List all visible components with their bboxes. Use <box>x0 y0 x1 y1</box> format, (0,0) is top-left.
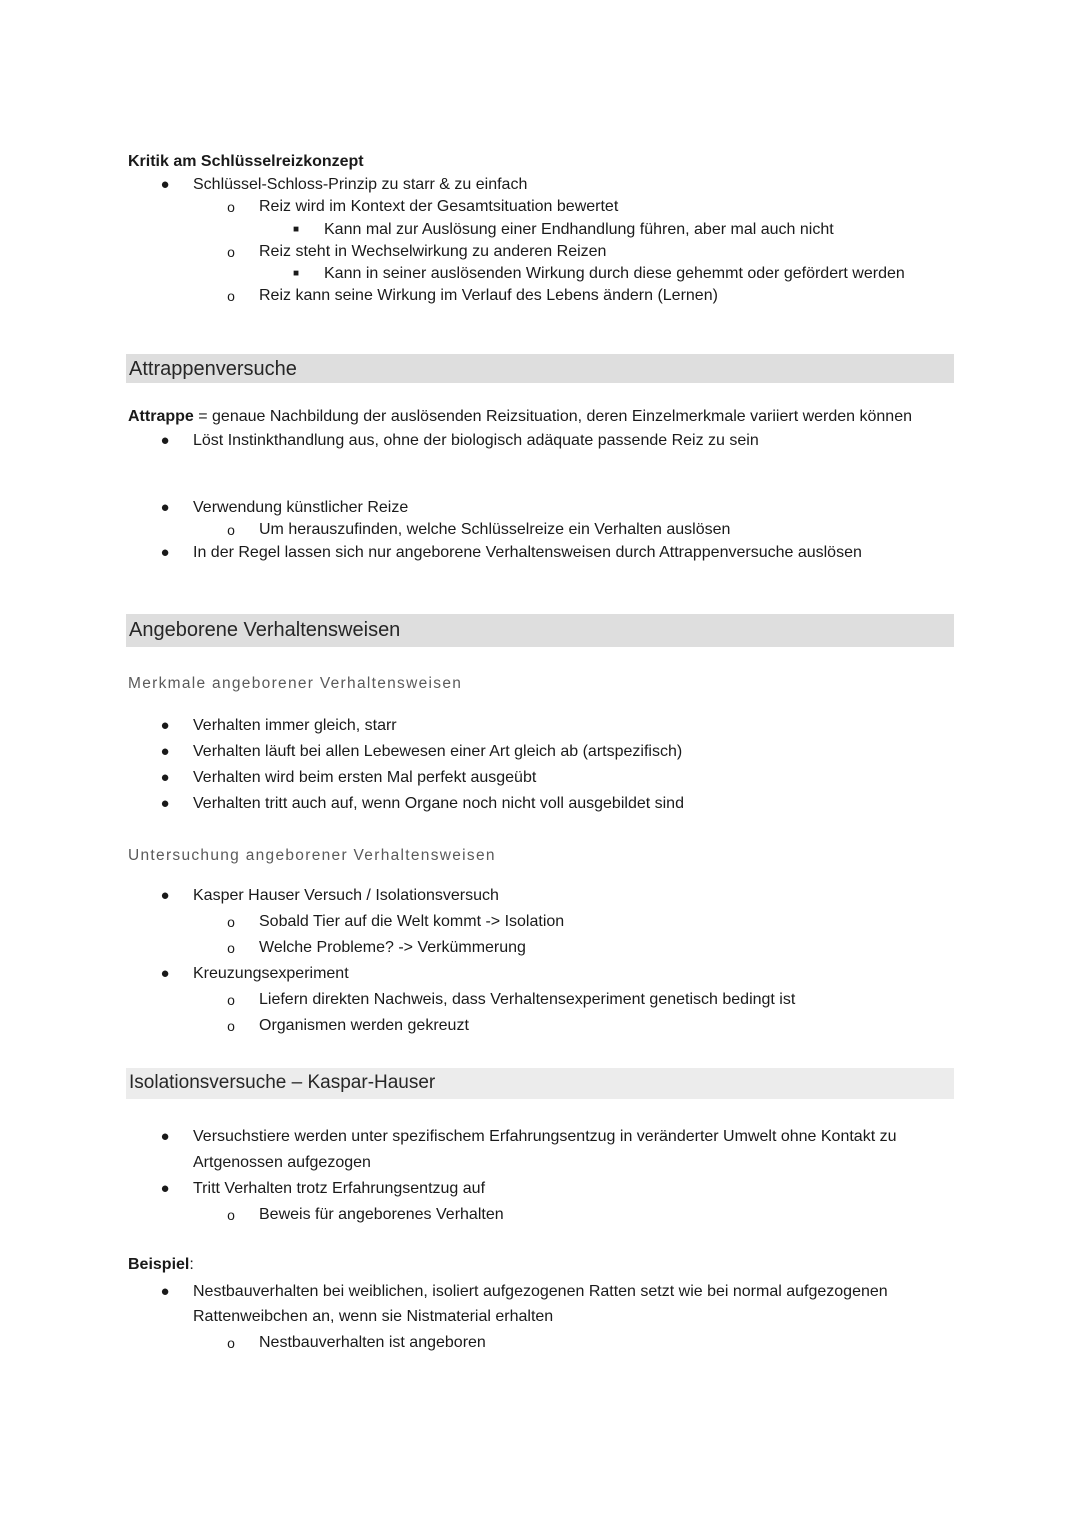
example-label-text: Beispiel <box>128 1256 190 1273</box>
bullet-marker: ● <box>160 499 170 516</box>
bullet-marker: ● <box>160 769 170 786</box>
isolation-heading: Isolationsversuche – Kaspar-Hauser <box>129 1072 436 1093</box>
angeboren-heading-bar <box>126 614 954 647</box>
attrappe-definition-text: = genaue Nachbildung der auslösenden Reizsituation, deren Einzelmerkmale variiert werden können <box>193 408 912 425</box>
kritik-bullet-1: Schlüssel-Schloss-Prinzip zu starr & zu einfach <box>193 176 528 193</box>
merkmal-1: Verhalten immer gleich, starr <box>193 717 397 734</box>
bullet-marker: ● <box>160 1180 170 1197</box>
untersuchung-2-sub-1: Liefern direkten Nachweis, dass Verhaltensexperiment genetisch bedingt ist <box>259 991 796 1008</box>
example-label <box>128 1254 194 1276</box>
untersuchung-1-sub-2: Welche Probleme? -> Verkümmerung <box>259 939 526 956</box>
attrappe-definition <box>128 406 912 428</box>
kritik-sub-2: Reiz steht in Wechselwirkung zu anderen Reizen <box>259 243 607 260</box>
bullet-marker: ● <box>160 717 170 734</box>
square-marker: ■ <box>292 268 300 279</box>
example-colon: : <box>189 1256 194 1273</box>
merkmal-3: Verhalten wird beim ersten Mal perfekt ausgeübt <box>193 769 537 786</box>
angeboren-heading: Angeborene Verhaltensweisen <box>129 619 401 641</box>
circle-marker: o <box>227 244 235 260</box>
kritik-subsub-2: Kann in seiner auslösenden Wirkung durch diese gehemmt oder gefördert werden <box>324 265 905 282</box>
bullet-marker: ● <box>160 1283 170 1300</box>
isolation-bullet-1-line-2: Artgenossen aufgezogen <box>193 1154 371 1171</box>
untersuchung-1-sub-1: Sobald Tier auf die Welt kommt -> Isolation <box>259 913 565 930</box>
isolation-bullet-1-line-1: Versuchstiere werden unter spezifischem Erfahrungsentzug in veränderter Umwelt ohne Kontakt zu <box>193 1128 897 1145</box>
example-bullet-line-1: Nestbauverhalten bei weiblichen, isoliert aufgezogenen Ratten setzt wie bei normal aufgezogenen <box>193 1283 888 1300</box>
circle-marker: o <box>227 992 235 1008</box>
circle-marker: o <box>227 940 235 956</box>
kritik-title: Kritik am Schlüsselreizkonzept <box>128 153 364 170</box>
bullet-marker: ● <box>160 544 170 561</box>
bullet-marker: ● <box>160 795 170 812</box>
bullet-marker: ● <box>160 432 170 449</box>
kritik-subsub-1: Kann mal zur Auslösung einer Endhandlung führen, aber mal auch nicht <box>324 221 834 238</box>
attrappen-sub-1: Um herauszufinden, welche Schlüsselreize ein Verhalten auslösen <box>259 521 731 538</box>
untersuchung-2-sub-2: Organismen werden gekreuzt <box>259 1017 469 1034</box>
circle-marker: o <box>227 1018 235 1034</box>
circle-marker: o <box>227 288 235 304</box>
untersuchung-subheading: Untersuchung angeborener Verhaltensweisen <box>128 847 496 864</box>
circle-marker: o <box>227 522 235 538</box>
attrappen-bullet-2: Verwendung künstlicher Reize <box>193 499 409 516</box>
example-sub-1: Nestbauverhalten ist angeboren <box>259 1334 486 1351</box>
circle-marker: o <box>227 1335 235 1351</box>
isolation-bullet-2: Tritt Verhalten trotz Erfahrungsentzug auf <box>193 1180 486 1197</box>
bullet-marker: ● <box>160 1128 170 1145</box>
untersuchung-2: Kreuzungsexperiment <box>193 965 349 982</box>
circle-marker: o <box>227 1207 235 1223</box>
kritik-sub-1: Reiz wird im Kontext der Gesamtsituation bewertet <box>259 198 619 215</box>
attrappen-bullet-1: Löst Instinkthandlung aus, ohne der biologisch adäquate passende Reiz zu sein <box>193 432 759 449</box>
isolation-heading-bar <box>126 1068 954 1099</box>
merkmale-subheading: Merkmale angeborener Verhaltensweisen <box>128 675 463 692</box>
attrappe-term: Attrappe <box>128 408 194 425</box>
circle-marker: o <box>227 199 235 215</box>
bullet-marker: ● <box>160 176 170 193</box>
attrappen-bullet-3: In der Regel lassen sich nur angeborene Verhaltensweisen durch Attrappenversuche auslösen <box>193 544 862 561</box>
bullet-marker: ● <box>160 887 170 904</box>
merkmal-4: Verhalten tritt auch auf, wenn Organe noch nicht voll ausgebildet sind <box>193 795 684 812</box>
example-bullet-line-2: Rattenweibchen an, wenn sie Nistmaterial erhalten <box>193 1308 554 1325</box>
isolation-sub-1: Beweis für angeborenes Verhalten <box>259 1206 504 1223</box>
square-marker: ■ <box>292 224 300 235</box>
untersuchung-1: Kasper Hauser Versuch / Isolationsversuch <box>193 887 499 904</box>
circle-marker: o <box>227 914 235 930</box>
bullet-marker: ● <box>160 743 170 760</box>
merkmal-2: Verhalten läuft bei allen Lebewesen einer Art gleich ab (artspezifisch) <box>193 743 683 760</box>
attrappen-heading-bar <box>126 354 954 383</box>
kritik-sub-3: Reiz kann seine Wirkung im Verlauf des Lebens ändern (Lernen) <box>259 287 718 304</box>
attrappen-heading: Attrappenversuche <box>129 358 297 380</box>
bullet-marker: ● <box>160 965 170 982</box>
